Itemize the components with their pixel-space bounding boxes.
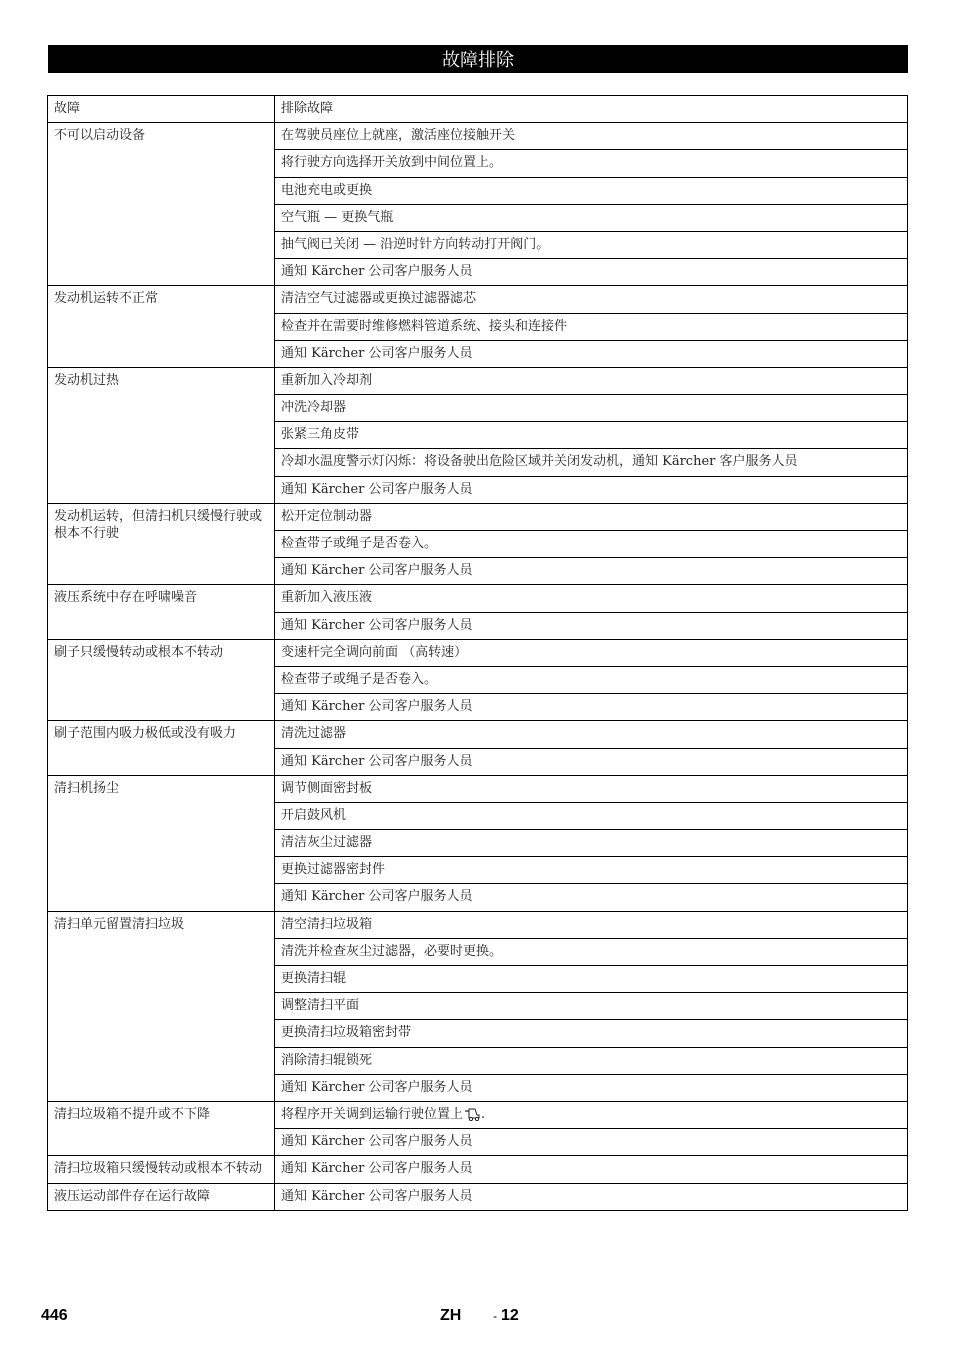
remedy-cell [275,966,908,993]
fault-cell: 发动机运转不正常 [48,286,275,368]
remedy-text: 检查带子或绳子是否卷入。 [281,671,438,687]
remedy-cell [275,422,908,449]
remedy-cell [275,558,908,585]
sub-page-value: 12 [501,1307,519,1324]
remedy-cell [275,367,908,394]
remedy-cell [275,857,908,884]
fault-cell: 清扫垃圾箱只缓慢转动或根本不转动 [48,1156,275,1183]
remedy-text: 通知 Kärcher 公司客户服务人员 [281,699,473,715]
remedy-text: 通知 Kärcher 公司客户服务人员 [281,617,473,633]
table-row [48,123,908,150]
remedy-cell [275,938,908,965]
table-header-row [48,96,908,123]
page-number: 446 [41,1307,68,1324]
remedy-text: 张紧三角皮带 [281,427,360,443]
fault-cell: 不可以启动设备 [48,123,275,286]
remedy-cell [275,1047,908,1074]
transport-drive-icon [465,1108,481,1126]
table-row [48,721,908,748]
remedy-cell [275,204,908,231]
page-title: 故障排除 [48,45,908,73]
remedy-text: 通知 Kärcher 公司客户服务人员 [281,481,473,497]
remedy-cell [275,802,908,829]
sub-page-number [493,1307,519,1325]
remedy-cell [275,340,908,367]
remedy-cell [275,1156,908,1183]
remedy-cell [275,639,908,666]
language-code: ZH [440,1307,462,1324]
table-row [48,1183,908,1210]
remedy-text: 清洗过滤器 [281,726,347,742]
remedy-cell [275,666,908,693]
remedy-cell [275,286,908,313]
remedy-cell [275,531,908,558]
remedy-text: 检查带子或绳子是否卷入。 [281,536,438,551]
remedy-cell: 将程序开关调到运输行驶位置上 . [275,1101,908,1128]
remedy-text: 通知 Kärcher 公司客户服务人员 [281,563,473,579]
table-row [48,585,908,612]
fault-cell: 发动机过热 [48,367,275,503]
remedy-cell [275,694,908,721]
remedy-cell [275,993,908,1020]
remedy-text: 清空清扫垃圾箱 [281,916,373,932]
fault-cell: 发动机运转，但清扫机只缓慢行驶或根本不行驶 [48,503,275,585]
remedy-text: 通知 Kärcher 公司客户服务人员 [281,1161,473,1177]
remedy-text: 消除清扫辊锁死 [281,1052,373,1068]
remedy-cell [275,830,908,857]
remedy-cell [275,123,908,150]
remedy-cell [275,476,908,503]
remedy-cell [275,503,908,530]
remedy-cell [275,585,908,612]
remedy-cell [275,231,908,258]
remedy-text: 变速杆完全调向前面 （高转速） [281,644,468,660]
remedy-text: 通知 Kärcher 公司客户服务人员 [281,1188,473,1204]
remedy-text: 清洁空气过滤器或更换过滤器滤芯 [281,291,477,307]
fault-cell: 清扫单元留置清扫垃圾 [48,911,275,1101]
remedy-text: 通知 Kärcher 公司客户服务人员 [281,264,473,280]
remedy-text: 松开定位制动器 [281,508,373,524]
table-body [48,123,908,1211]
table-row [48,775,908,802]
remedy-cell [275,1129,908,1156]
remedy-cell [275,721,908,748]
remedy-cell [275,775,908,802]
header-fault: 故障 [48,96,275,123]
remedy-text: 在驾驶员座位上就座，激活座位接触开关 [281,128,516,144]
remedy-text: 清洗并检查灰尘过滤器，必要时更换。 [281,943,503,959]
remedy-text: 重新加入液压液 [281,590,373,606]
remedy-text: 通知 Kärcher 公司客户服务人员 [281,345,473,361]
remedy-cell [275,259,908,286]
remedy-text: 将行驶方向选择开关放到中间位置上。 [281,155,503,171]
fault-cell: 液压运动部件存在运行故障 [48,1183,275,1210]
remedy-text: 将程序开关调到运输行驶位置上 [281,1106,464,1122]
remedy-text: 调整清扫平面 [281,998,360,1014]
remedy-text: 更换清扫垃圾箱密封带 [281,1025,412,1041]
remedy-text: 更换清扫辊 [281,971,347,986]
remedy-text: 抽气阀已关闭 — 沿逆时针方向转动打开阀门。 [281,236,550,252]
remedy-cell [275,884,908,911]
remedy-cell [275,612,908,639]
remedy-cell [275,150,908,177]
fault-cell: 清扫垃圾箱不提升或不下降 [48,1101,275,1155]
remedy-text: 重新加入冷却剂 [281,372,373,388]
table-row [48,367,908,394]
fault-cell: 液压系统中存在呼啸噪音 [48,585,275,639]
remedy-text: 检查并在需要时维修燃料管道系统、接头和连接件 [281,318,568,334]
remedy-cell [275,748,908,775]
table-row [48,286,908,313]
remedy-text: 冷却水温度警示灯闪烁：将设备驶出危险区域并关闭发动机，通知 Kärcher 客户服务人员 [281,454,798,470]
remedy-cell [275,177,908,204]
sub-page-dash: - [493,1309,497,1323]
remedy-cell [275,1074,908,1101]
remedy-text: 清洁灰尘过滤器 [281,835,373,851]
remedy-text: 通知 Kärcher 公司客户服务人员 [281,889,473,905]
header-remedy: 排除故障 [275,96,908,123]
table-row [48,503,908,530]
troubleshooting-table [47,95,908,1211]
remedy-text: 空气瓶 — 更换气瓶 [281,209,394,225]
remedy-text: 通知 Kärcher 公司客户服务人员 [281,1134,473,1150]
remedy-cell [275,449,908,476]
remedy-cell [275,1183,908,1210]
remedy-text: 调节侧面密封板 [281,780,373,796]
remedy-text: 更换过滤器密封件 [281,862,386,878]
table-row [48,639,908,666]
remedy-cell [275,313,908,340]
table-row [48,911,908,938]
fault-cell: 刷子只缓慢转动或根本不转动 [48,639,275,721]
table-row [48,1101,908,1128]
remedy-cell [275,911,908,938]
remedy-cell [275,1020,908,1047]
remedy-text: 开启鼓风机 [281,807,347,823]
remedy-text: 冲洗冷却器 [281,400,347,416]
table-row [48,1156,908,1183]
remedy-text: 电池充电或更换 [281,182,373,198]
fault-cell: 清扫机扬尘 [48,775,275,911]
remedy-text: 通知 Kärcher 公司客户服务人员 [281,753,473,769]
fault-cell: 刷子范围内吸力极低或没有吸力 [48,721,275,775]
remedy-cell [275,395,908,422]
remedy-text: 通知 Kärcher 公司客户服务人员 [281,1079,473,1095]
